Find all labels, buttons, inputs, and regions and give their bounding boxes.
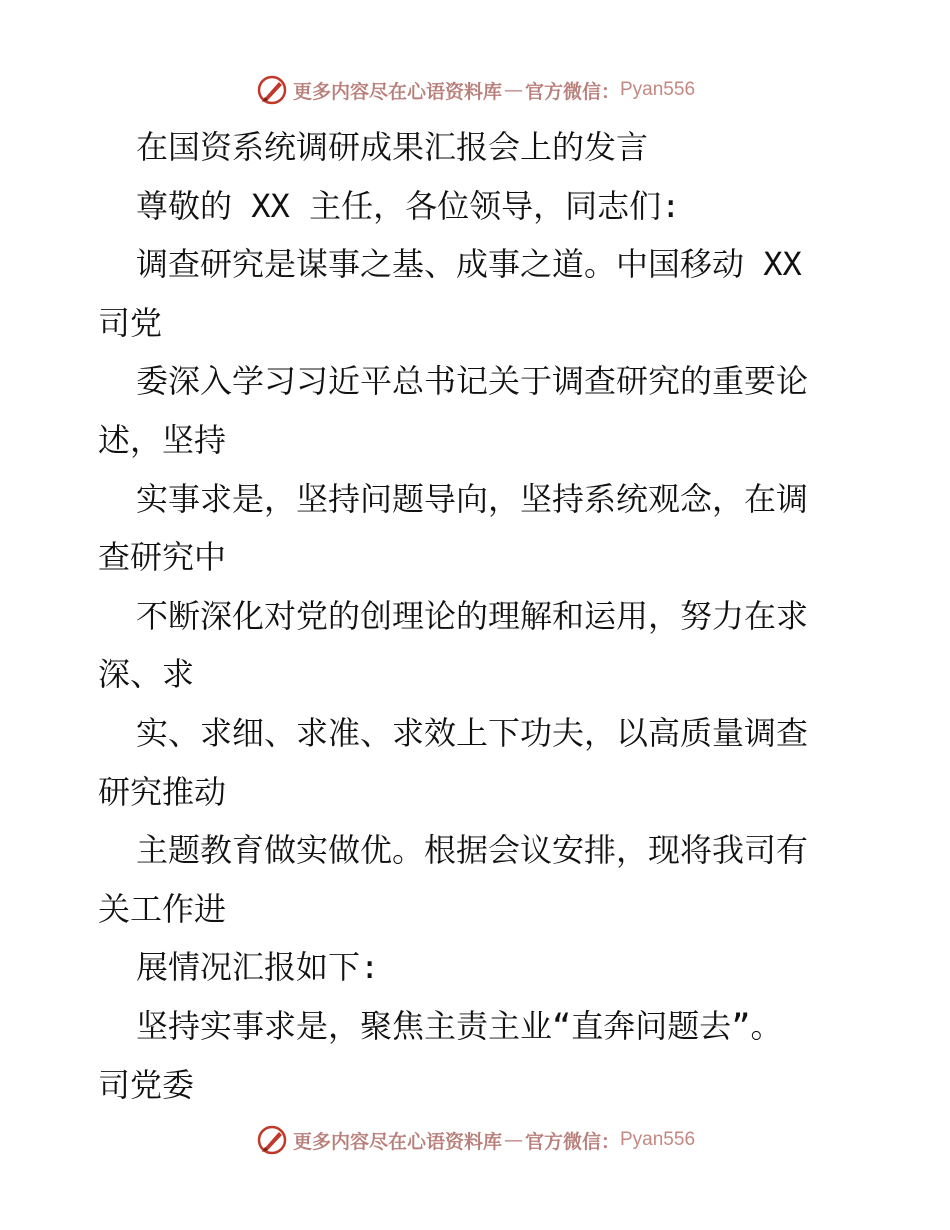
banner-text: 更多内容尽在心语资料库: [292, 1130, 502, 1153]
document-body: [98, 118, 858, 1114]
text-line: 展情况汇报如下:: [136, 948, 380, 987]
text-line: 关工作进: [98, 889, 227, 928]
text-line: 司党: [98, 303, 163, 342]
text-line: 委深入学习习近平总书记关于调查研究的重要论: [136, 362, 809, 401]
header-banner: [0, 70, 950, 110]
banner-text: 更多内容尽在心语资料库: [292, 80, 502, 103]
text-line: 调查研究是谋事之基、成事之道。中国移动 XX: [136, 245, 802, 284]
pen-logo-icon: [255, 1123, 289, 1157]
text-line: 研究推动: [98, 772, 227, 811]
pen-logo-icon: [255, 73, 289, 107]
footer-banner: [0, 1120, 950, 1160]
banner-dash: —: [503, 79, 523, 101]
text-line: 主题教育做实做优。根据会议安排，现将我司有: [136, 831, 809, 870]
text-line: 述，坚持: [98, 420, 227, 459]
banner-wechat-label: 官方微信：: [524, 80, 620, 103]
text-line: 深、求: [98, 655, 195, 694]
salutation: 尊敬的 XX 主任，各位领导，同志们:: [136, 186, 681, 225]
text-line: 坚持实事求是，聚焦主责主业“直奔问题去”。: [136, 1006, 783, 1045]
banner-wechat-id: Pyan556: [620, 1129, 696, 1150]
banner-wechat-id: Pyan556: [620, 79, 696, 100]
text-line: 不断深化对党的创理论的理解和运用，努力在求: [136, 596, 809, 635]
text-line: 实事求是，坚持问题导向，坚持系统观念，在调: [136, 479, 809, 518]
banner-dash: —: [503, 1129, 523, 1151]
document-title: 在国资系统调研成果汇报会上的发言: [136, 128, 649, 166]
banner-wechat-label: 官方微信：: [524, 1130, 620, 1153]
text-line: 实、求细、求准、求效上下功夫，以高质量调查: [136, 713, 809, 752]
text-line: 司党委: [98, 1065, 195, 1104]
text-line: 查研究中: [98, 538, 227, 577]
